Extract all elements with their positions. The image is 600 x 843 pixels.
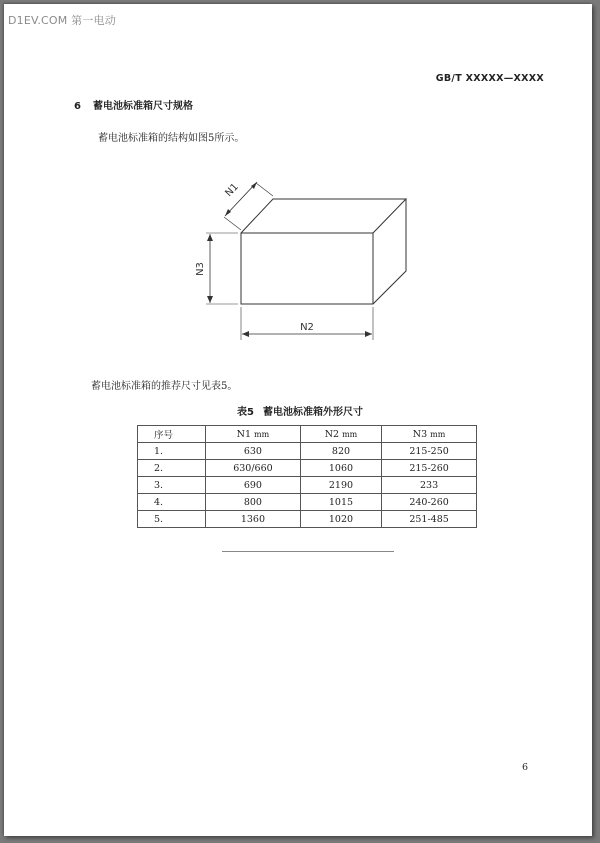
- table-row: [138, 511, 477, 528]
- table-cell: 1015: [300, 494, 381, 511]
- table-cell: 1060: [300, 460, 381, 477]
- table-cell: 630: [206, 443, 301, 460]
- battery-box-diagram: [190, 170, 420, 345]
- table-cell: 690: [206, 477, 301, 494]
- section-heading: [74, 97, 193, 112]
- table-cell: 4.: [138, 494, 206, 511]
- header-cell: N1 mm: [206, 426, 301, 443]
- table-cell: 820: [300, 443, 381, 460]
- table-caption: [0, 403, 600, 418]
- n2-arrow-right: [365, 331, 372, 337]
- box-front-face: [241, 233, 373, 304]
- section-title: 蓄电池标准箱尺寸规格: [92, 101, 193, 112]
- table-cell: 251-485: [382, 511, 477, 528]
- n2-arrow-left: [242, 331, 249, 337]
- table-row: [138, 443, 477, 460]
- page-number: 6: [522, 762, 529, 773]
- table-cell: 2.: [138, 460, 206, 477]
- dimensions-table: [137, 425, 477, 528]
- box-right-face: [373, 199, 406, 304]
- table-cell: 800: [206, 494, 301, 511]
- n3-arrow-bottom: [207, 296, 213, 303]
- section-number: 6: [74, 101, 81, 112]
- header-cell: N3 mm: [382, 426, 477, 443]
- header-cell: N2 mm: [300, 426, 381, 443]
- table-header-row: [138, 426, 477, 443]
- table-cell: 630/660: [206, 460, 301, 477]
- n3-label: N3: [195, 262, 206, 276]
- table-row: [138, 494, 477, 511]
- table-cell: 1360: [206, 511, 301, 528]
- end-of-section-rule: [222, 551, 394, 552]
- table-row: [138, 460, 477, 477]
- intro-paragraph: 蓄电池标准箱的结构如图5所示。: [98, 133, 245, 144]
- table-caption-number: 表5: [237, 407, 254, 418]
- table-row: [138, 477, 477, 494]
- table-cell: 215-250: [382, 443, 477, 460]
- n1-ext-line-1: [224, 217, 241, 230]
- box-top-face: [241, 199, 406, 233]
- watermark: D1EV.COM 第一电动: [8, 14, 116, 27]
- standard-code: GB/T XXXXX—XXXX: [435, 73, 544, 84]
- table-cell: 1020: [300, 511, 381, 528]
- n2-label: N2: [300, 322, 314, 333]
- table-cell: 1.: [138, 443, 206, 460]
- n1-label: N1: [223, 181, 241, 200]
- table-cell: 5.: [138, 511, 206, 528]
- table-caption-title: 蓄电池标准箱外形尺寸: [262, 407, 363, 418]
- table-cell: 3.: [138, 477, 206, 494]
- table-cell: 240-260: [382, 494, 477, 511]
- n1-ext-line-2: [256, 183, 273, 196]
- document-page: [4, 4, 592, 836]
- reference-paragraph: 蓄电池标准箱的推荐尺寸见表5。: [91, 381, 238, 392]
- n3-arrow-top: [207, 234, 213, 241]
- table-cell: 2190: [300, 477, 381, 494]
- table-cell: 215-260: [382, 460, 477, 477]
- header-cell: 序号: [138, 426, 206, 443]
- table-cell: 233: [382, 477, 477, 494]
